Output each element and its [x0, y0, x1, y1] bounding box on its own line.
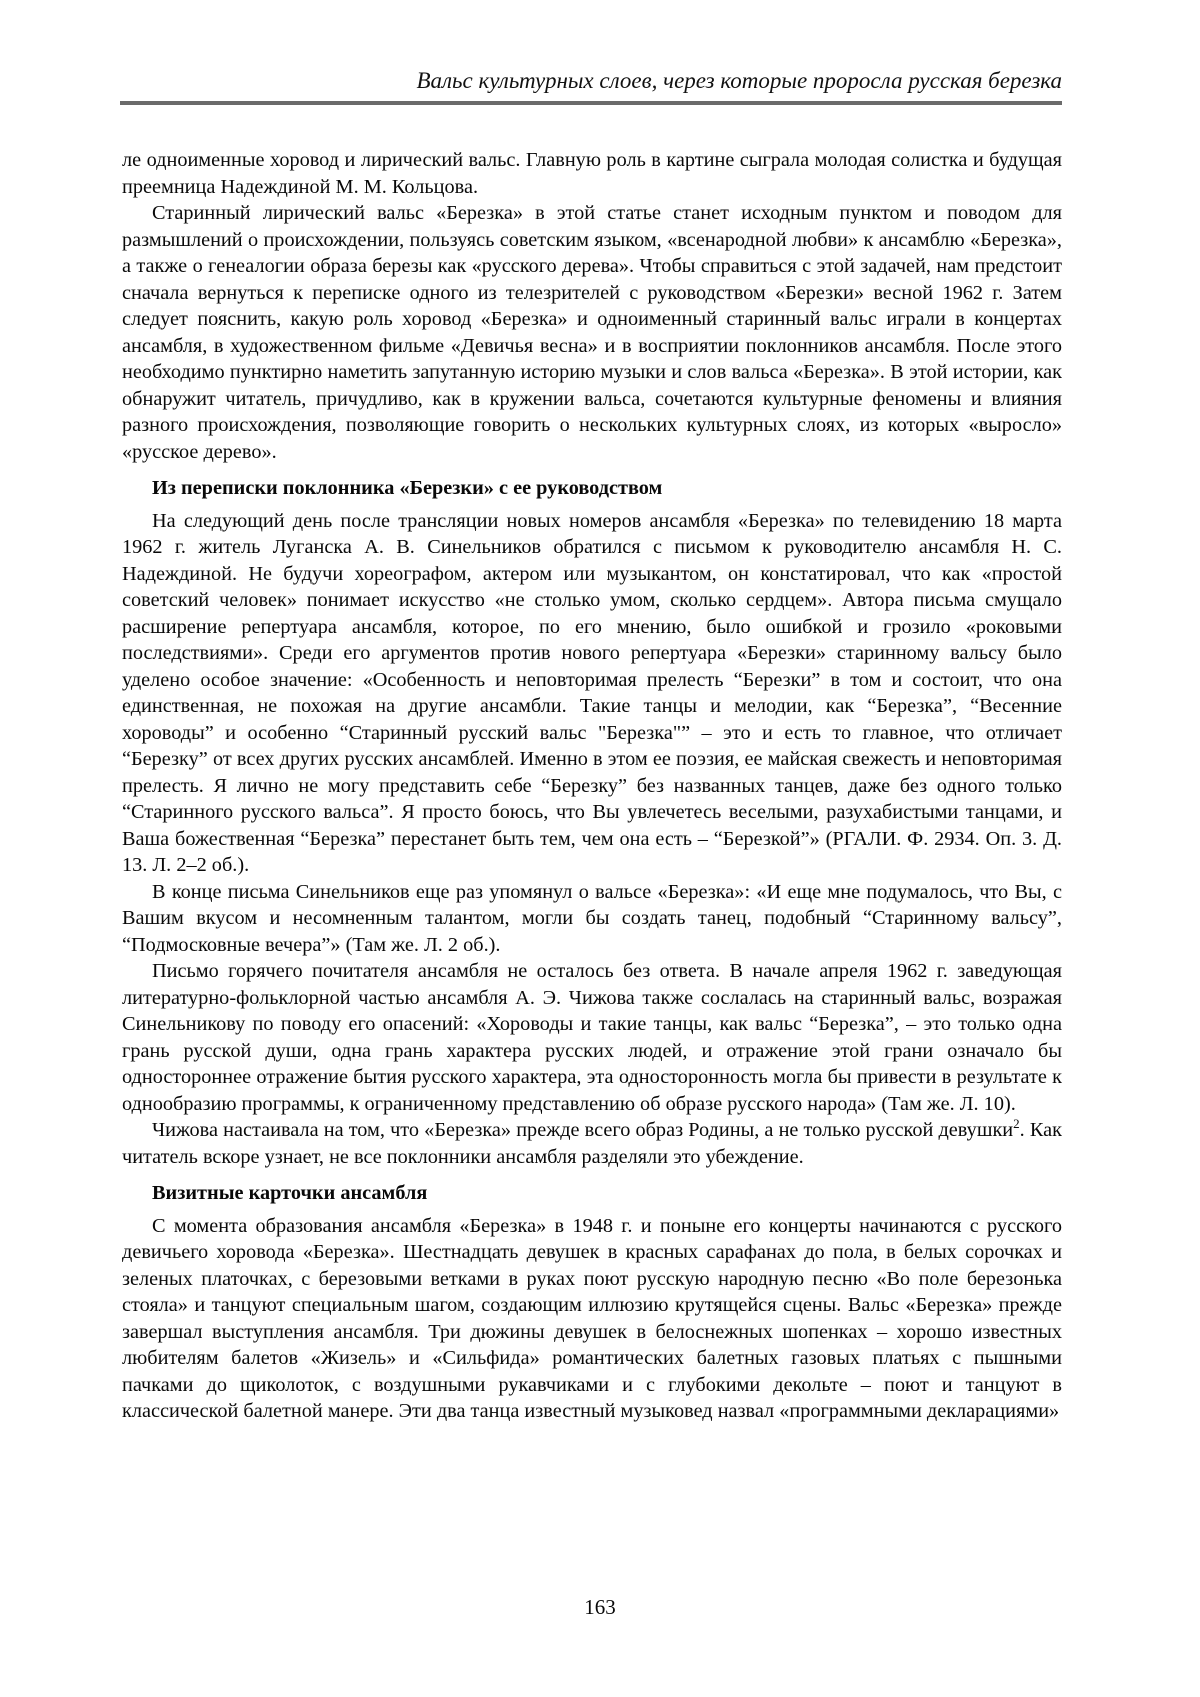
paragraph: В конце письма Синельников еще раз упомянул о вальсе «Березка»: «И еще мне подумалось, что Вы, с Вашим вкусом и несомненным талантом, могли бы создать танец, подобный “Старинному вальсу”, “Подмосковные вечера”» (Там же. Л. 2 об.).	[122, 880, 1062, 956]
article-body	[122, 147, 1062, 1425]
paragraph: На следующий день после трансляции новых номеров ансамбля «Березка» по телевидению 18 марта 1962 г. житель Луганска А. В. Синельников обратился с письмом к руководителю ансамбля Н. С. Надеждиной. Не будучи хореографом, актером или музыкантом, он констатировал, что как «простой советский человек» понимает искусство «не столько умом, сколько сердцем». Автора письма смущало расширение репертуара ансамбля, которое, по его мнению, было ошибкой и грозило «роковыми последствиями». Среди его аргументов против нового репертуара «Березки» старинному вальсу было уделено особое значение: «Особенность и неповторимая прелесть “Березки” в том и состоит, что она единственная, не похожая на другие ансамбли. Такие танцы и мелодии, как “Березка”, “Весенние хороводы” и особенно “Старинный русский вальс "Березка"” – это и есть то главное, что отличает “Березку” от всех других русских ансамблей. Именно в этом ее поэзия, ее майская свежесть и неповторимая прелесть. Я лично не могу представить себе “Березку” без названных танцев, даже без одного только “Старинного русского вальса”. Я просто боюсь, что Вы увлечетесь веселыми, разухабистыми танцами, и Ваша божественная “Березка” перестанет быть тем, чем она есть – “Березкой”» (РГАЛИ. Ф. 2934. Оп. 3. Д. 13. Л. 2–2 об.).	[122, 509, 1062, 876]
footnote-reference-2: 2	[1013, 1116, 1020, 1132]
paragraph-with-footnote	[122, 1117, 1062, 1170]
paragraph: Старинный лирический вальс «Березка» в этой статье станет исходным пунктом и поводом для размышлений о происхождении, пользуясь советским языком, «всенародной любви» к ансамблю «Березка», а также о генеалогии образа березы как «русского дерева». Чтобы справиться с этой задачей, нам предстоит сначала вернуться к переписке одного из телезрителей с руководством «Березки» весной 1962 г. Затем следует пояснить, какую роль хоровод «Березка» и одноименный старинный вальс играли в концертах ансамбля, в художественном фильме «Девичья весна» и в восприятии поклонников ансамбля. После этого необходимо пунктирно наметить запутанную историю музыки и слов вальса «Березка». В этой истории, как обнаружит читатель, причудливо, как в кружении вальса, сочетаются культурные феномены и влияния разного происхождения, позволяющие говорить о нескольких культурных слоях, из которых «выросло» «русское дерево».	[122, 202, 1062, 463]
header-rule	[120, 101, 1062, 105]
paragraph: Письмо горячего почитателя ансамбля не осталось без ответа. В начале апреля 1962 г. заведующая литературно-фольклорной частью ансамбля А. Э. Чижова также сослалась на старинный вальс, возражая Синельникову по поводу его опасений: «Хороводы и такие танцы, как вальс “Березка”, – это только одна грань русской души, одна грань характера русских людей, и отражение этой грани означало бы одностороннее отражение бытия русского характера, эта односторонность могла бы привести в результате к однообразию программы, к ограниченному представлению об образе русского народа» (Там же. Л. 10).	[122, 960, 1062, 1115]
paragraph-continuation: ле одноименные хоровод и лирический вальс. Главную роль в картине сыграла молодая солистка и будущая преемница Надеждиной М. М. Кольцова.	[122, 149, 1062, 198]
section-heading-visit-cards: Визитные карточки ансамбля	[152, 1182, 428, 1204]
paragraph-text-before-footnote: Чижова настаивала на том, что «Березка» прежде всего образ Родины, а не только русской девушки	[152, 1119, 1014, 1141]
running-header-title: Вальс культурных слоев, через которые проросла русская березка	[416, 68, 1062, 93]
paragraph: С момента образования ансамбля «Березка» в 1948 г. и поныне его концерты начинаются с русского девичьего хоровода «Березка». Шестнадцать девушек в красных сарафанах до пола, в белых сорочках и зеленых платочках, с березовыми ветками в руках поют русскую народную песню «Во поле березонька стояла» и танцуют специальным шагом, создающим иллюзию крутящейся сцены. Вальс «Березка» прежде завершал выступления ансамбля. Три дюжины девушек в белоснежных шопенках – хорошо известных любителям балетов «Жизель» и «Сильфида» романтических балетных газовых платьях с пышными пачками до щиколоток, с воздушными рукавчиками и с глубокими декольте – поют и танцуют в классической балетной манере. Эти два танца известный музыковед назвал «программными декларациями»	[122, 1214, 1062, 1422]
paragraph-text-after-footnote: . Как читатель вскоре узнает, не все поклонники ансамбля разделяли это убеждение.	[122, 1119, 1062, 1168]
section-heading-correspondence: Из переписки поклонника «Березки» с ее руководством	[152, 477, 663, 499]
page-number: 163	[584, 1595, 616, 1619]
